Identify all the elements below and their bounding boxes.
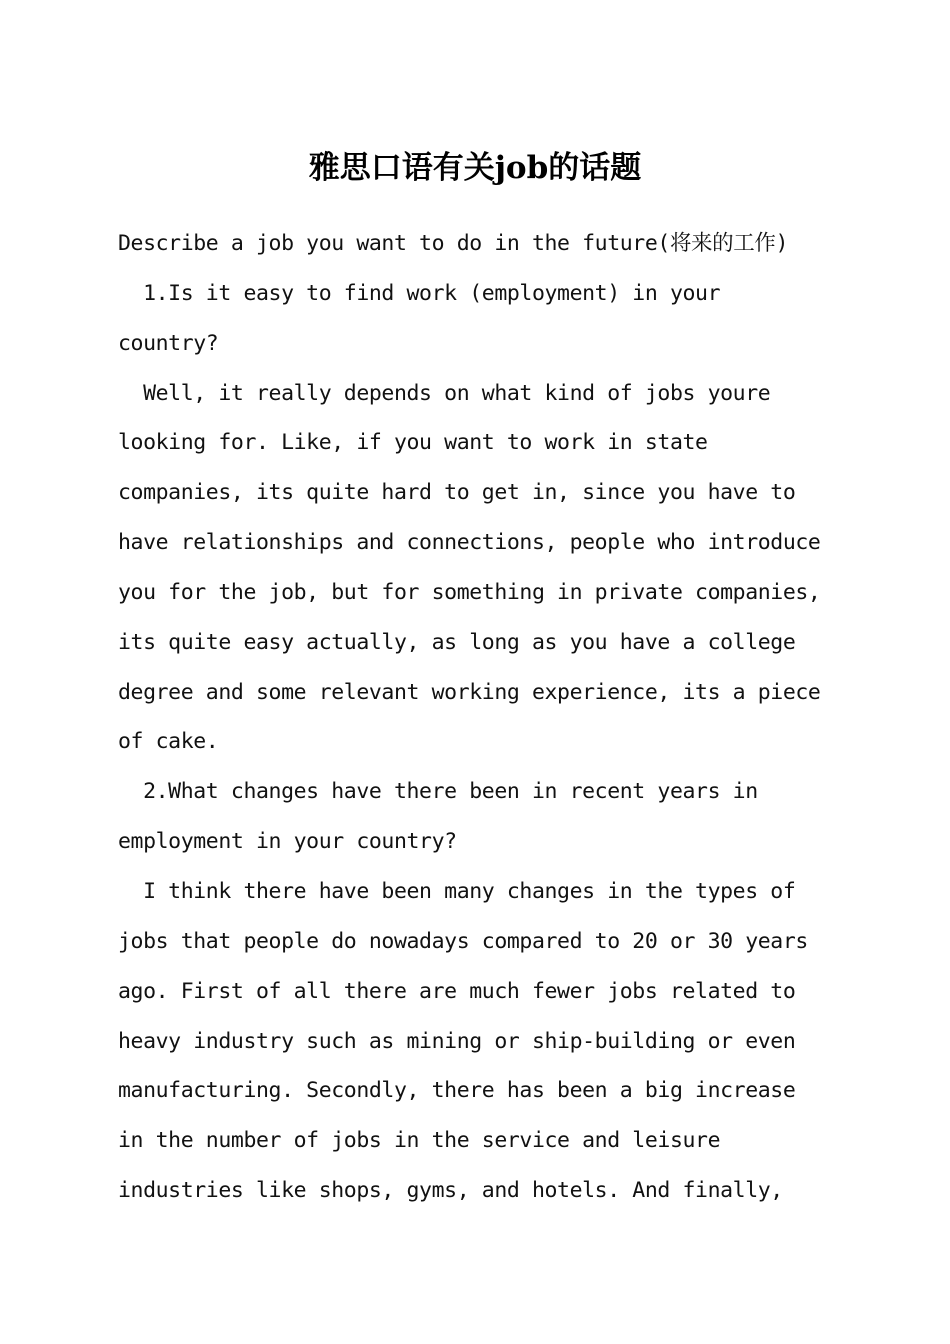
text-line: have relationships and connections, people who introduce	[118, 530, 821, 556]
text-line: Well, it really depends on what kind of jobs youre	[118, 380, 771, 406]
text-line: 2.What changes have there been in recent years in	[118, 779, 758, 805]
text-line: employment in your country?	[118, 829, 457, 855]
text-line: Describe a job you want to do in the future(将来的工作)	[118, 231, 788, 256]
text-line: heavy industry such as mining or ship-building or even	[118, 1028, 796, 1054]
text-line: industries like shops, gyms, and hotels. And finally,	[118, 1178, 783, 1204]
document-body	[118, 219, 838, 1216]
text-line: of cake.	[118, 729, 219, 755]
text-line: you for the job, but for something in private companies,	[118, 579, 821, 605]
text-line: I think there have been many changes in the types of	[118, 878, 796, 904]
text-line: jobs that people do nowadays compared to 20 or 30 years	[118, 928, 808, 954]
document-title: 雅思口语有关job的话题	[308, 150, 642, 186]
text-line: ago. First of all there are much fewer jobs related to	[118, 978, 796, 1004]
text-line: 1.Is it easy to find work (employment) in your	[118, 280, 721, 306]
text-line: looking for. Like, if you want to work in state	[118, 430, 708, 456]
text-line: companies, its quite hard to get in, since you have to	[118, 480, 796, 506]
text-line: its quite easy actually, as long as you have a college	[118, 629, 796, 655]
text-line: manufacturing. Secondly, there has been a big increase	[118, 1078, 796, 1104]
text-line: in the number of jobs in the service and leisure	[118, 1128, 721, 1154]
text-line: country?	[118, 330, 219, 356]
text-line: degree and some relevant working experience, its a piece	[118, 679, 821, 705]
